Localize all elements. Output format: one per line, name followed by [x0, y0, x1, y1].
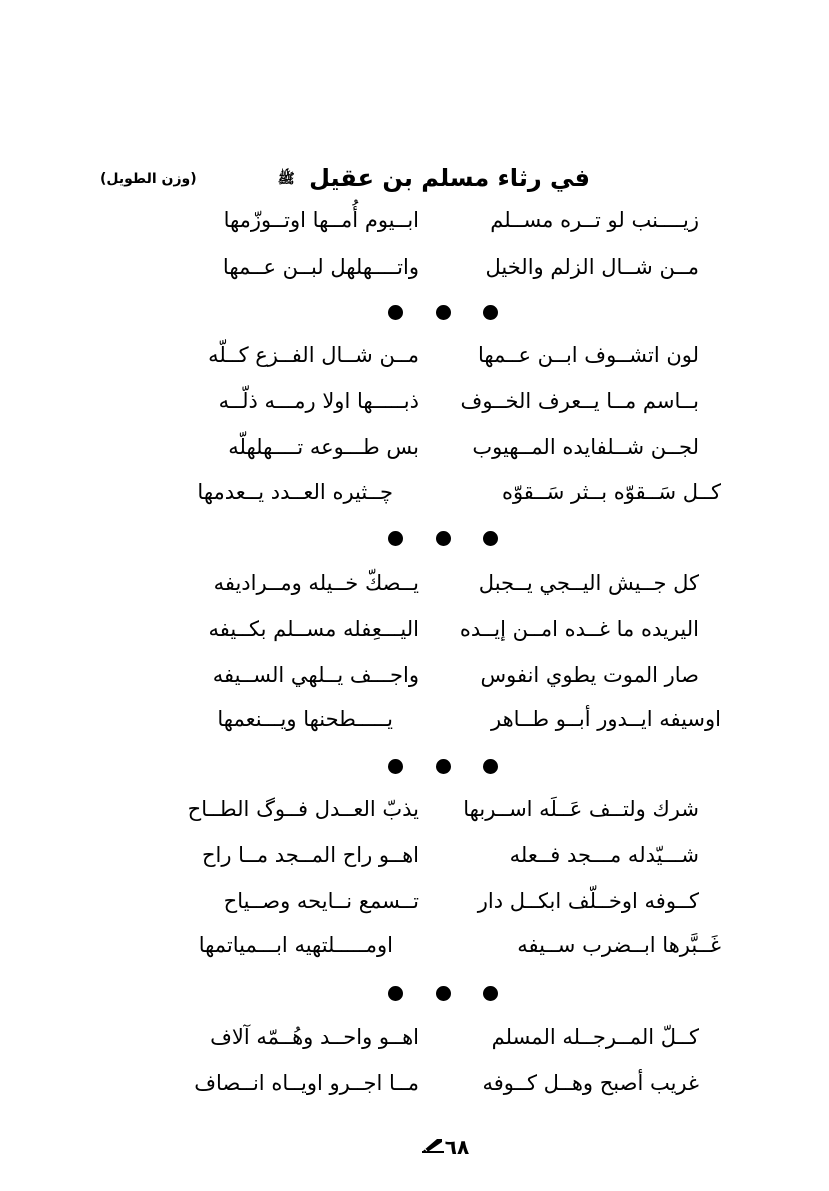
meter-label: (وزن الطويل) — [100, 171, 197, 187]
verse-first-hemistich: لون اتشــوف ابــن عــمها — [477, 343, 699, 367]
verse-first-hemistich: شرك ولتــف عَــلَه اســربها — [463, 797, 699, 821]
separator-dot — [436, 531, 451, 546]
stanza-separator — [388, 756, 498, 776]
verse-second-hemistich: اهــو راح المــجد مــا راح — [201, 843, 419, 867]
verse-second-hemistich: اهــو واحــد وهُــمّه آلاف — [210, 1025, 419, 1049]
separator-dot — [483, 531, 498, 546]
separator-dot — [388, 305, 403, 320]
pen-icon — [419, 1135, 445, 1159]
verse-first-hemistich: صار الموت يطوي انفوس — [480, 663, 699, 687]
separator-dot — [388, 986, 403, 1001]
verse-first-hemistich: بــاسم مــا يــعرف الخــوف — [460, 389, 699, 413]
separator-dot — [483, 759, 498, 774]
separator-dot — [483, 305, 498, 320]
verse-first-hemistich: لجــن شــلفايده المــهيوب — [472, 435, 699, 459]
verse-first-hemistich: كــوفه اوخــلّف ابكــل دار — [477, 889, 699, 913]
verse-second-hemistich: واجـــف يــلهي الســيفه — [212, 663, 419, 687]
page-number-text: ٦٨ — [444, 1135, 470, 1159]
verse-second-hemistich: مــن شــال الفــزع كــلّه — [208, 343, 419, 367]
separator-dot — [388, 759, 403, 774]
verse-second-hemistich: واتــــهلهل لبــن عــمها — [222, 255, 419, 279]
verse-first-hemistich: كــل سَــقوّه بــثر سَــقوّه — [501, 480, 721, 504]
verse-first-hemistich: غَــبَّرها ابــضرب ســيفه — [517, 933, 721, 957]
verse-second-hemistich: يـــــطحنها ويـــنعمها — [217, 707, 393, 731]
separator-dot — [436, 305, 451, 320]
stanza-separator — [388, 983, 498, 1003]
verse-second-hemistich: ذبـــــها اولا رمـــه ذلّــه — [218, 389, 419, 413]
separator-dot — [436, 759, 451, 774]
stanza-separator — [388, 528, 498, 548]
separator-dot — [436, 986, 451, 1001]
honorific-mark: ﷺ — [277, 171, 295, 187]
verse-second-hemistich: تــسمع نــايحه وصــياح — [223, 889, 419, 913]
verse-first-hemistich: شـــيّدله مـــجد فــعله — [509, 843, 699, 867]
separator-dot — [388, 531, 403, 546]
poem-title-text: في رثاء مسلم بن عقيل — [309, 164, 590, 192]
verse-first-hemistich: اليريده ما غــده امــن إيــده — [459, 617, 699, 641]
verse-first-hemistich: مــن شــال الزلم والخيل — [485, 255, 699, 279]
separator-dot — [483, 986, 498, 1001]
verse-second-hemistich: اليـــعِفله مســلم بكــيفه — [208, 617, 419, 641]
verse-first-hemistich: اوسيفه ايــدور أبــو طــاهر — [490, 707, 721, 731]
poem-title — [277, 158, 590, 199]
verse-first-hemistich: زيــــنب لو تــره مســلم — [490, 208, 699, 232]
verse-first-hemistich: كل جــيش اليــجي يــجبل — [478, 571, 699, 595]
verse-second-hemistich: چــثيره العــدد يــعدمها — [197, 480, 393, 504]
verse-second-hemistich: ابــيوم أُمــها اوتــوزّمها — [223, 208, 419, 232]
verse-second-hemistich: بس طـــوعه تــــهلهلّه — [228, 435, 419, 459]
page-number — [404, 1132, 484, 1162]
verse-second-hemistich: يــصكّ خــيله ومــراديفه — [213, 571, 419, 595]
verse-second-hemistich: اومـــــلتهيه ابـــمياتمها — [198, 933, 393, 957]
verse-second-hemistich: مــا اجــرو اويــاه انــصاف — [194, 1071, 419, 1095]
verse-second-hemistich: يذبّ العــدل فــوگ الطــاح — [187, 797, 419, 821]
verse-first-hemistich: غريب أصبح وهــل كــوفه — [482, 1071, 699, 1095]
stanza-separator — [388, 302, 498, 322]
verse-first-hemistich: كــلّ المــرجــله المسلم — [491, 1025, 699, 1049]
